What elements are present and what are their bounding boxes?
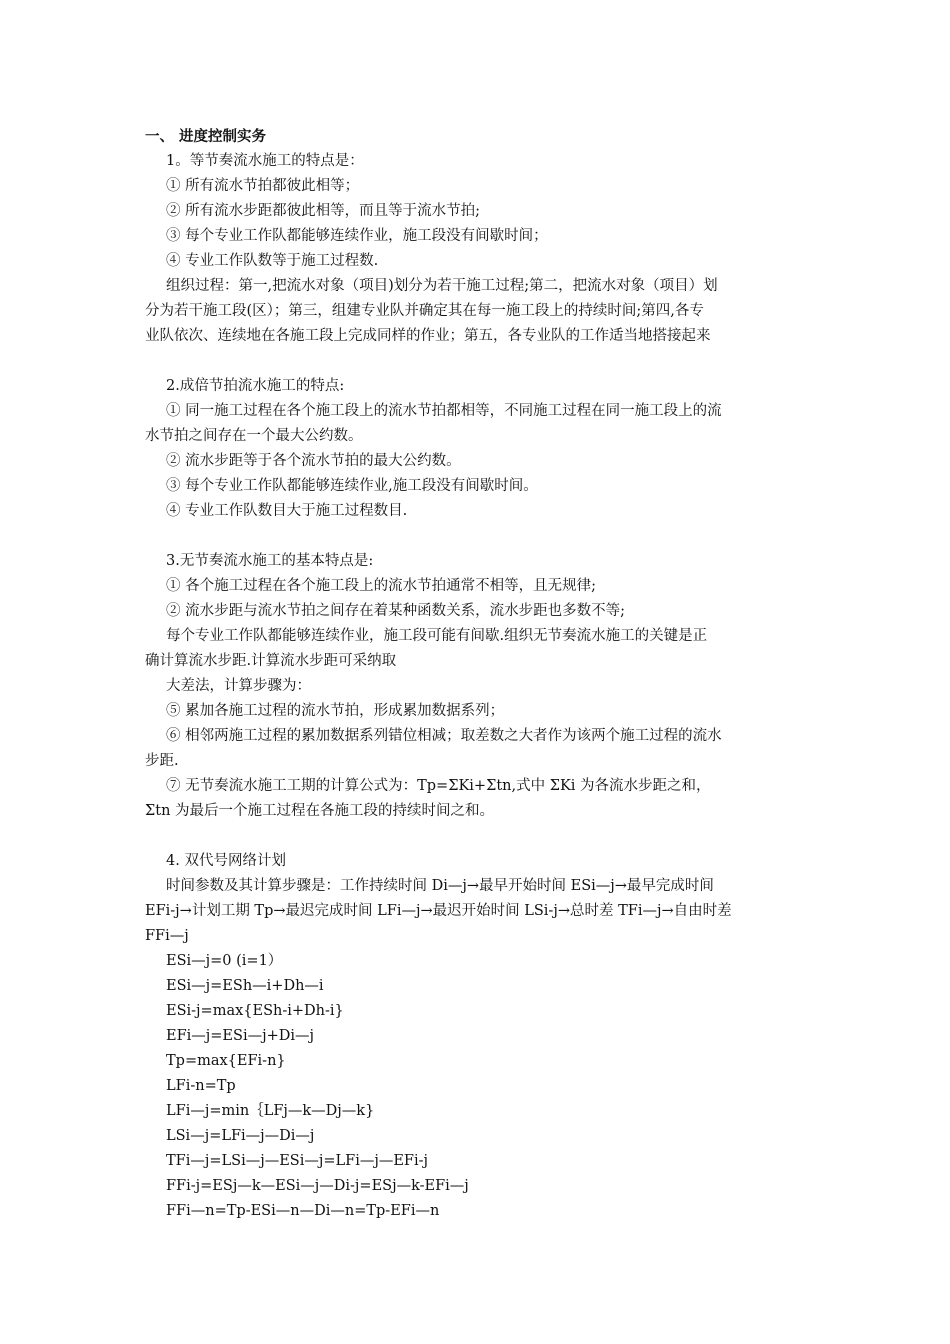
s2-title: 2.成倍节拍流水施工的特点:: [166, 378, 345, 394]
s4-para-line-2: EFi-j→计划工期 Tp→最迟完成时间 LFi—j→最迟开始时间 LSi-j→总时差 TFi—j→自由时差: [145, 903, 732, 919]
s1-item-1: ① 所有流水节拍都彼此相等；: [166, 178, 360, 194]
s3-para-line-2: 确计算流水步距.计算流水步距可采纳取: [145, 653, 397, 669]
s3-para-line-1: 每个专业工作队都能够连续作业，施工段可能有间歇.组织无节奏流水施工的关键是正: [166, 628, 708, 644]
spacer: [145, 524, 805, 549]
s3-step-6-line-1: ⑥ 相邻两施工过程的累加数据系列错位相减；取差数之大者作为该两个施工过程的流水: [166, 728, 722, 744]
s3-step-5: ⑤ 累加各施工过程的流水节拍，形成累加数据系列；: [166, 703, 505, 719]
formula-line: FFi—n=Tp-ESi—n—Di—n=Tp-EFi—n: [166, 1203, 440, 1219]
s1-org-line-3: 业队依次、连续地在各施工段上完成同样的作业；第五，各专业队的工作适当地搭接起来: [145, 328, 711, 344]
formula-line: FFi-j=ESj—k—ESi—j—Di-j=ESj—k-EFi—j: [166, 1178, 469, 1194]
s1-item-3: ③ 每个专业工作队都能够连续作业，施工段没有间歇时间；: [166, 228, 548, 244]
s4-para-line-3: FFi—j: [145, 928, 189, 944]
formula-line: Tp=max{EFi-n}: [166, 1053, 286, 1069]
formula-line: ESi-j=max{ESh-i+Dh-i}: [166, 1003, 344, 1019]
s1-item-2: ② 所有流水步距都彼此相等，而且等于流水节拍;: [166, 203, 480, 219]
formula-line: ESi—j=ESh—i+Dh—i: [166, 978, 324, 994]
s3-method: 大差法，计算步骤为：: [166, 678, 311, 694]
s2-item-3: ③ 每个专业工作队都能够连续作业,施工段没有间歇时间。: [166, 478, 538, 494]
formula-line: LFi-n=Tp: [166, 1078, 236, 1094]
formula-line: LFi—j=min｛LFj—k—Dj—k}: [166, 1103, 375, 1119]
s1-item-4: ④ 专业工作队数等于施工过程数.: [166, 253, 379, 269]
s4-title: 4. 双代号网络计划: [166, 853, 286, 869]
s4-para-line-1: 时间参数及其计算步骤是：工作持续时间 Di—j→最早开始时间 ESi—j→最早完成时间: [166, 878, 714, 894]
formula-line: LSi—j=LFi—j—Di—j: [166, 1128, 315, 1144]
spacer: [145, 824, 805, 849]
formula-line: ESi—j=0 (i=1）: [166, 953, 283, 969]
s3-item-1: ① 各个施工过程在各个施工段上的流水节拍通常不相等，且无规律;: [166, 578, 596, 594]
s3-title: 3.无节奏流水施工的基本特点是:: [166, 553, 374, 569]
spacer: [145, 349, 805, 374]
s3-item-2: ② 流水步距与流水节拍之间存在着某种函数关系，流水步距也多数不等;: [166, 603, 625, 619]
s3-step-7-line-2: Σtn 为最后一个施工过程在各施工段的持续时间之和。: [145, 803, 495, 819]
s2-item-1-line-2: 水节拍之间存在一个最大公约数。: [145, 428, 363, 444]
s2-item-4: ④ 专业工作队数目大于施工过程数目.: [166, 503, 408, 519]
s1-title: 1。等节奏流水施工的特点是：: [166, 153, 364, 169]
s1-org-line-1: 组织过程：第一,把流水对象（项目)划分为若干施工过程;第二，把流水对象（项目）划: [166, 278, 718, 294]
section-heading: 一、 进度控制实务: [145, 128, 267, 145]
formula-line: TFi—j=LSi—j—ESi—j=LFi—j—EFi-j: [166, 1153, 429, 1169]
document-page: [145, 124, 805, 1224]
formula-line: EFi—j=ESi—j+Di—j: [166, 1028, 314, 1044]
s2-item-2: ② 流水步距等于各个流水节拍的最大公约数。: [166, 453, 461, 469]
s1-org-line-2: 分为若干施工段(区）；第三，组建专业队并确定其在每一施工段上的持续时间;第四,各专: [145, 303, 704, 319]
s3-step-6-line-2: 步距.: [145, 753, 179, 769]
s3-step-7-line-1: ⑦ 无节奏流水施工工期的计算公式为：Tp=ΣKi+Σtn,式中 ΣKi 为各流水步距之和，: [166, 778, 711, 794]
s2-item-1-line-1: ① 同一施工过程在各个施工段上的流水节拍都相等，不同施工过程在同一施工段上的流: [166, 403, 722, 419]
